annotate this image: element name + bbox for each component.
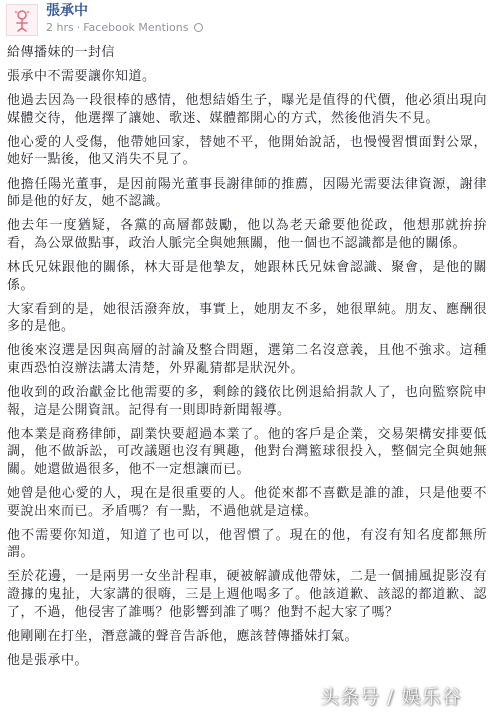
post-paragraph: 他收到的政治獻金比他需要的多，剩餘的錢依比例退給捐款人了，也向監察院申報，這是公開資訊。記得有一則即時新聞報導。 [7,385,487,418]
post-paragraph: 他過去因為一段很棒的感情，他想結婚生子，曝光是值得的代價，他必須出現向媒體交待，他選擇了讓她、歌迷、媒體都開心的方式，然後他消失不見。 [7,93,487,126]
post-paragraph: 至於花邊，一是兩男一女坐計程車，硬被解讀成他帶妹，二是一個捕風捉影沒有證據的鬼扯，大家講的很嗨，三是上週他喝多了。他該道歉、該認的都道歉、認了，不過，他侵害了誰嗎？他影響到誰了嗎？他對不起大家了嗎？ [7,569,487,620]
post-paragraph: 張承中不需要讓你知道。 [7,69,156,85]
post-paragraph: 他剛剛在打坐，潛意識的聲音告訴他，應該替傳播妹打氣。 [7,628,359,644]
post-paragraph: 大家看到的是，她很活潑奔放，事實上，她朋友不多，她很單純。朋友、應酬很多的是他。 [7,301,487,335]
post-header [0,0,495,40]
profile-picture-icon [7,5,37,35]
post-meta [46,21,203,35]
post-paragraph: 他是張承中。 [7,652,89,668]
post-paragraph: 他去年一度猶疑，各黨的高層都鼓勵，他以為老天爺要他從政，他想那就拚拚看，為公眾做點事，政治人脈完全與她無關，他一個也不認識都是他的關係。 [7,218,487,251]
watermark: 头条号 / 娛乐谷 [320,686,462,708]
post-source[interactable]: Facebook Mentions [83,21,189,34]
globe-icon [194,23,203,32]
post-paragraph: 給傳播妹的一封信 [7,45,116,60]
post-paragraph: 林氏兄妹跟他的關係，林大哥是他摯友，她跟林氏兄妹會認識、聚會，是他的關係。 [7,259,487,293]
post-body [7,44,487,676]
post-time[interactable]: 2 hrs [46,21,74,34]
post-paragraph: 他不需要你知道，知道了也可以，他習慣了。現在的他，有沒有知名度都無所謂。 [7,527,487,561]
author-name[interactable]: 張承中 [46,3,88,19]
post-paragraph: 他本業是商務律師，副業快要超過本業了。他的客戶是企業，交易架構安排要低調，他不做訴訟，可改議題也沒有興趣，他對台灣籃球很投入，整個完全與她無關。她還做過很多，他不一定想讓而已。 [7,426,487,477]
separator-dot: · [76,21,81,34]
avatar[interactable] [6,4,38,36]
post-paragraph: 他後來沒選是因與高層的討論及整合問題，選第二名沒意義，且他不強求。這種東西恐怕沒辦法講太清楚，外界亂猜都是狀況外。 [7,343,487,376]
post-paragraph: 她曾是他心愛的人，現在是很重要的人。他從來都不喜歡是誰的誰，只是他要不要說出來而已。矛盾嗎？有一點，不過他就是這樣。 [7,485,487,519]
post-paragraph: 他心愛的人受傷，他帶她回家，替她不平，他開始說話，也慢慢習慣面對公眾，她好一點後，他又消失不見了。 [7,134,487,168]
post-paragraph: 他擔任陽光董事，是因前陽光董事長謝律師的推薦，因陽光需要法律資源，謝律師是他的好友，她不認識。 [7,176,487,210]
